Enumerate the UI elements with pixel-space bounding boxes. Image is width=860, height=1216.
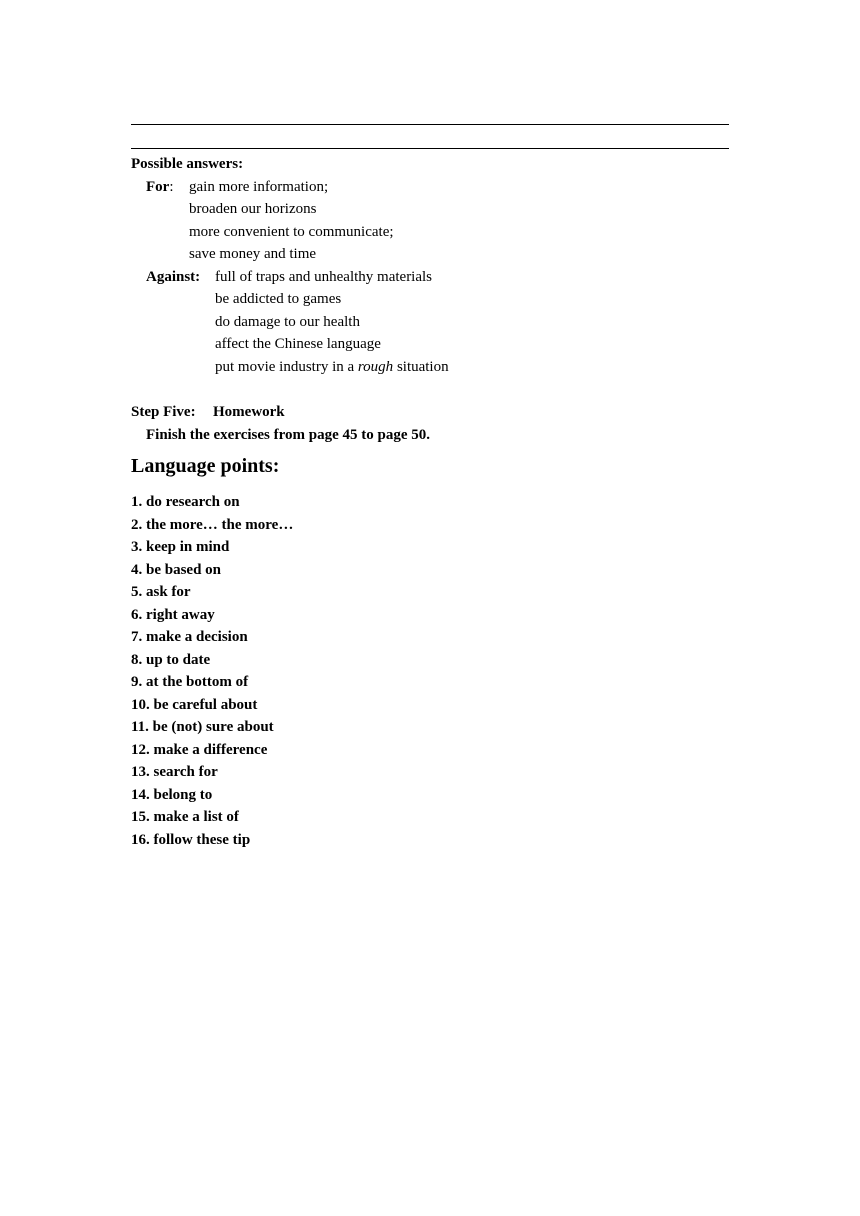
language-point-item: 10. be careful about <box>131 697 258 713</box>
language-point-item: 4. be based on <box>131 562 222 578</box>
for-label-colon: : <box>169 179 174 195</box>
language-point-item: 15. make a list of <box>131 809 239 825</box>
for-label <box>146 178 174 196</box>
against-item-part: situation <box>393 359 449 375</box>
against-item-part: put movie industry in a <box>215 359 358 375</box>
language-point-item: 5. ask for <box>131 584 191 600</box>
language-point-item: 9. at the bottom of <box>131 674 249 690</box>
language-point-item: 12. make a difference <box>131 742 268 758</box>
against-label: Against: <box>146 269 201 285</box>
against-item-italic: rough <box>357 359 394 375</box>
language-point-item: 7. make a decision <box>131 629 248 645</box>
language-point-item: 11. be (not) sure about <box>131 719 274 735</box>
step-five-label: Step Five: <box>131 404 196 420</box>
possible-answers-heading: Possible answers: <box>131 156 244 172</box>
for-item: save money and time <box>189 246 317 262</box>
against-item: be addicted to games <box>215 291 342 307</box>
step-five-title: Homework <box>213 404 285 420</box>
language-point-item: 2. the more… the more… <box>131 517 294 533</box>
language-point-item: 14. belong to <box>131 787 213 803</box>
language-point-item: 16. follow these tip <box>131 832 251 848</box>
language-points-heading: Language points: <box>131 455 280 477</box>
for-label-text: For <box>146 179 170 195</box>
language-point-item: 3. keep in mind <box>131 539 230 555</box>
answer-line-2 <box>131 148 729 149</box>
for-item: more convenient to communicate; <box>189 224 394 240</box>
homework-task: Finish the exercises from page 45 to page 50. <box>146 427 430 443</box>
against-item: do damage to our health <box>215 314 360 330</box>
against-item <box>215 358 449 376</box>
for-item: gain more information; <box>189 179 329 195</box>
language-point-item: 8. up to date <box>131 652 211 668</box>
answer-line-1 <box>131 124 729 125</box>
language-point-item: 6. right away <box>131 607 215 623</box>
against-item: affect the Chinese language <box>215 336 381 352</box>
for-item: broaden our horizons <box>189 201 317 217</box>
language-point-item: 13. search for <box>131 764 218 780</box>
against-item: full of traps and unhealthy materials <box>215 269 433 285</box>
language-point-item: 1. do research on <box>131 494 240 510</box>
